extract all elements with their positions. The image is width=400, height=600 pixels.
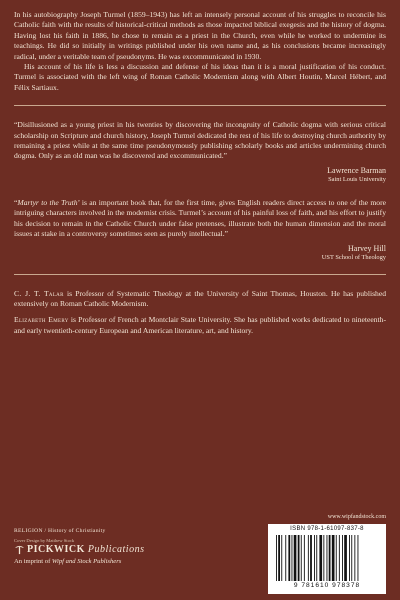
subject-category: RELIGION / History of Christianity xyxy=(14,528,106,534)
barcode-bar xyxy=(344,535,347,581)
endorsement-2-book-title: Martyr to the Truth xyxy=(17,197,78,207)
barcode-bar xyxy=(301,535,302,581)
endorsement-2-open-quote: “ xyxy=(14,197,18,207)
author-bio-1-name: C. J. T. Talar xyxy=(14,288,64,298)
pickaxe-icon xyxy=(14,544,25,555)
author-bio-1 xyxy=(14,289,386,310)
isbn-label: ISBN 978-1-61097-837-8 xyxy=(290,526,364,532)
endorsement-1 xyxy=(14,120,386,184)
publisher-name-suffix: Publications xyxy=(84,544,145,555)
endorsement-2-affiliation: UST School of Theology xyxy=(321,253,386,261)
endorsement-2-quote-body: ’ is an important book that, for the first time, gives English readers direct access to one of the more intriguing characters involved in the modernist crisis. Turmel’s account of his painful loss of faith, and his effort to justify his decision to remain in the Catholic Church under false pretenses, illustrate both the human dimension and the moral issues at stake in a controversy sometimes seen as purely intellectual.” xyxy=(14,197,387,239)
barcode-bar xyxy=(339,535,340,581)
barcode-bar xyxy=(278,535,280,581)
imprint-prefix: An imprint of xyxy=(14,558,52,565)
endorsement-1-affiliation: Saint Louis University xyxy=(328,175,386,183)
barcode-bars xyxy=(276,535,378,581)
summary-paragraph-2: His account of his life is less a discussion and defense of his ideas than it is a moral justification of his conduct. Turmel is associated with the left wing of Roman Catholic Modernism along with Albert Houtin, Marcel Hébert, and Félix Sartiaux. xyxy=(14,62,386,92)
barcode-bar xyxy=(285,535,286,581)
barcode-bar xyxy=(288,535,290,581)
barcode-bar xyxy=(332,535,335,581)
endorsement-2-quote xyxy=(14,198,386,240)
endorsement-2-name: Harvey Hill xyxy=(348,243,386,253)
endorsement-2-attribution xyxy=(14,244,386,262)
isbn-digits: 9 781610 978378 xyxy=(293,582,361,589)
back-cover-text xyxy=(14,10,386,336)
publisher-logo xyxy=(14,544,144,555)
barcode-bar xyxy=(327,535,328,581)
barcode-bar xyxy=(358,535,359,581)
author-bio-1-text: is Professor of Systematic Theology at the University of Saint Thomas, Houston. He has published extensively on Roman Catholic Modernism. xyxy=(14,288,386,308)
imprint-line xyxy=(14,558,121,565)
barcode-bar xyxy=(304,535,305,581)
endorsement-1-quote: “Disillusioned as a young priest in his twenties by discovering the incongruity of Catholic dogma with serious critical scholarship on Scripture and church history, Joseph Turmel dedicated the rest of his life to destroying church authority by remaining a priest while at the same time pseudonymously publishing scholarly books and articles undermining church dogma. Only as an old man was he discovered and excommunicated.” xyxy=(14,120,386,161)
publisher-name xyxy=(27,544,144,555)
barcode-bar xyxy=(276,535,277,581)
barcode-bar xyxy=(294,535,297,581)
barcode-bar xyxy=(336,535,337,581)
author-bio-2-name: Elizabeth Emery xyxy=(14,315,69,325)
barcode-bar xyxy=(329,535,331,581)
barcode-bar xyxy=(292,535,293,581)
publisher-url[interactable]: www.wipfandstock.com xyxy=(327,514,386,520)
publisher-name-main: PICKWICK xyxy=(27,544,85,555)
footer xyxy=(14,514,386,594)
barcode-bar xyxy=(310,535,312,581)
author-bio-2-text: is Professor of French at Montclair State University. She has published works dedicated to nineteenth- and early twentieth-century European and American literature, art, and history. xyxy=(14,315,386,335)
barcode-bar xyxy=(354,535,355,581)
summary-paragraph-1: In his autobiography Joseph Turmel (1859–1943) has left an intensely personal account of his struggles to reconcile his Catholic faith with the results of historical-critical methods as those impacted biblical exegesis and the history of dogma. Having lost his faith in 1886, he chose to remain as a priest in the Church, even while he worked to undermine its teachings. He did so initially in writings published under his own name and, as his conclusions became increasingly radical, under a veritable team of pseudonyms. He was excommunicated in 1930. xyxy=(14,10,386,61)
isbn-barcode xyxy=(268,524,386,594)
barcode-bar xyxy=(349,535,350,581)
endorsement-1-name: Lawrence Barman xyxy=(327,165,386,175)
barcode-bar xyxy=(351,535,352,581)
barcode-bar xyxy=(314,535,315,581)
barcode-bar xyxy=(298,535,300,581)
endorsement-1-attribution xyxy=(14,166,386,184)
barcode-bar xyxy=(323,535,324,581)
divider-bottom xyxy=(14,274,386,275)
barcode-bar xyxy=(316,535,317,581)
barcode-bar xyxy=(319,535,322,581)
imprint-name: Wipf and Stock Publishers xyxy=(51,558,122,565)
cover-design-credit: Cover Design by Matthew Stock xyxy=(14,538,75,543)
divider-top xyxy=(14,105,386,106)
barcode-bar xyxy=(281,535,282,581)
endorsement-2 xyxy=(14,198,386,262)
barcode-bar xyxy=(308,535,309,581)
author-bio-2 xyxy=(14,315,386,336)
barcode-bar xyxy=(342,535,343,581)
